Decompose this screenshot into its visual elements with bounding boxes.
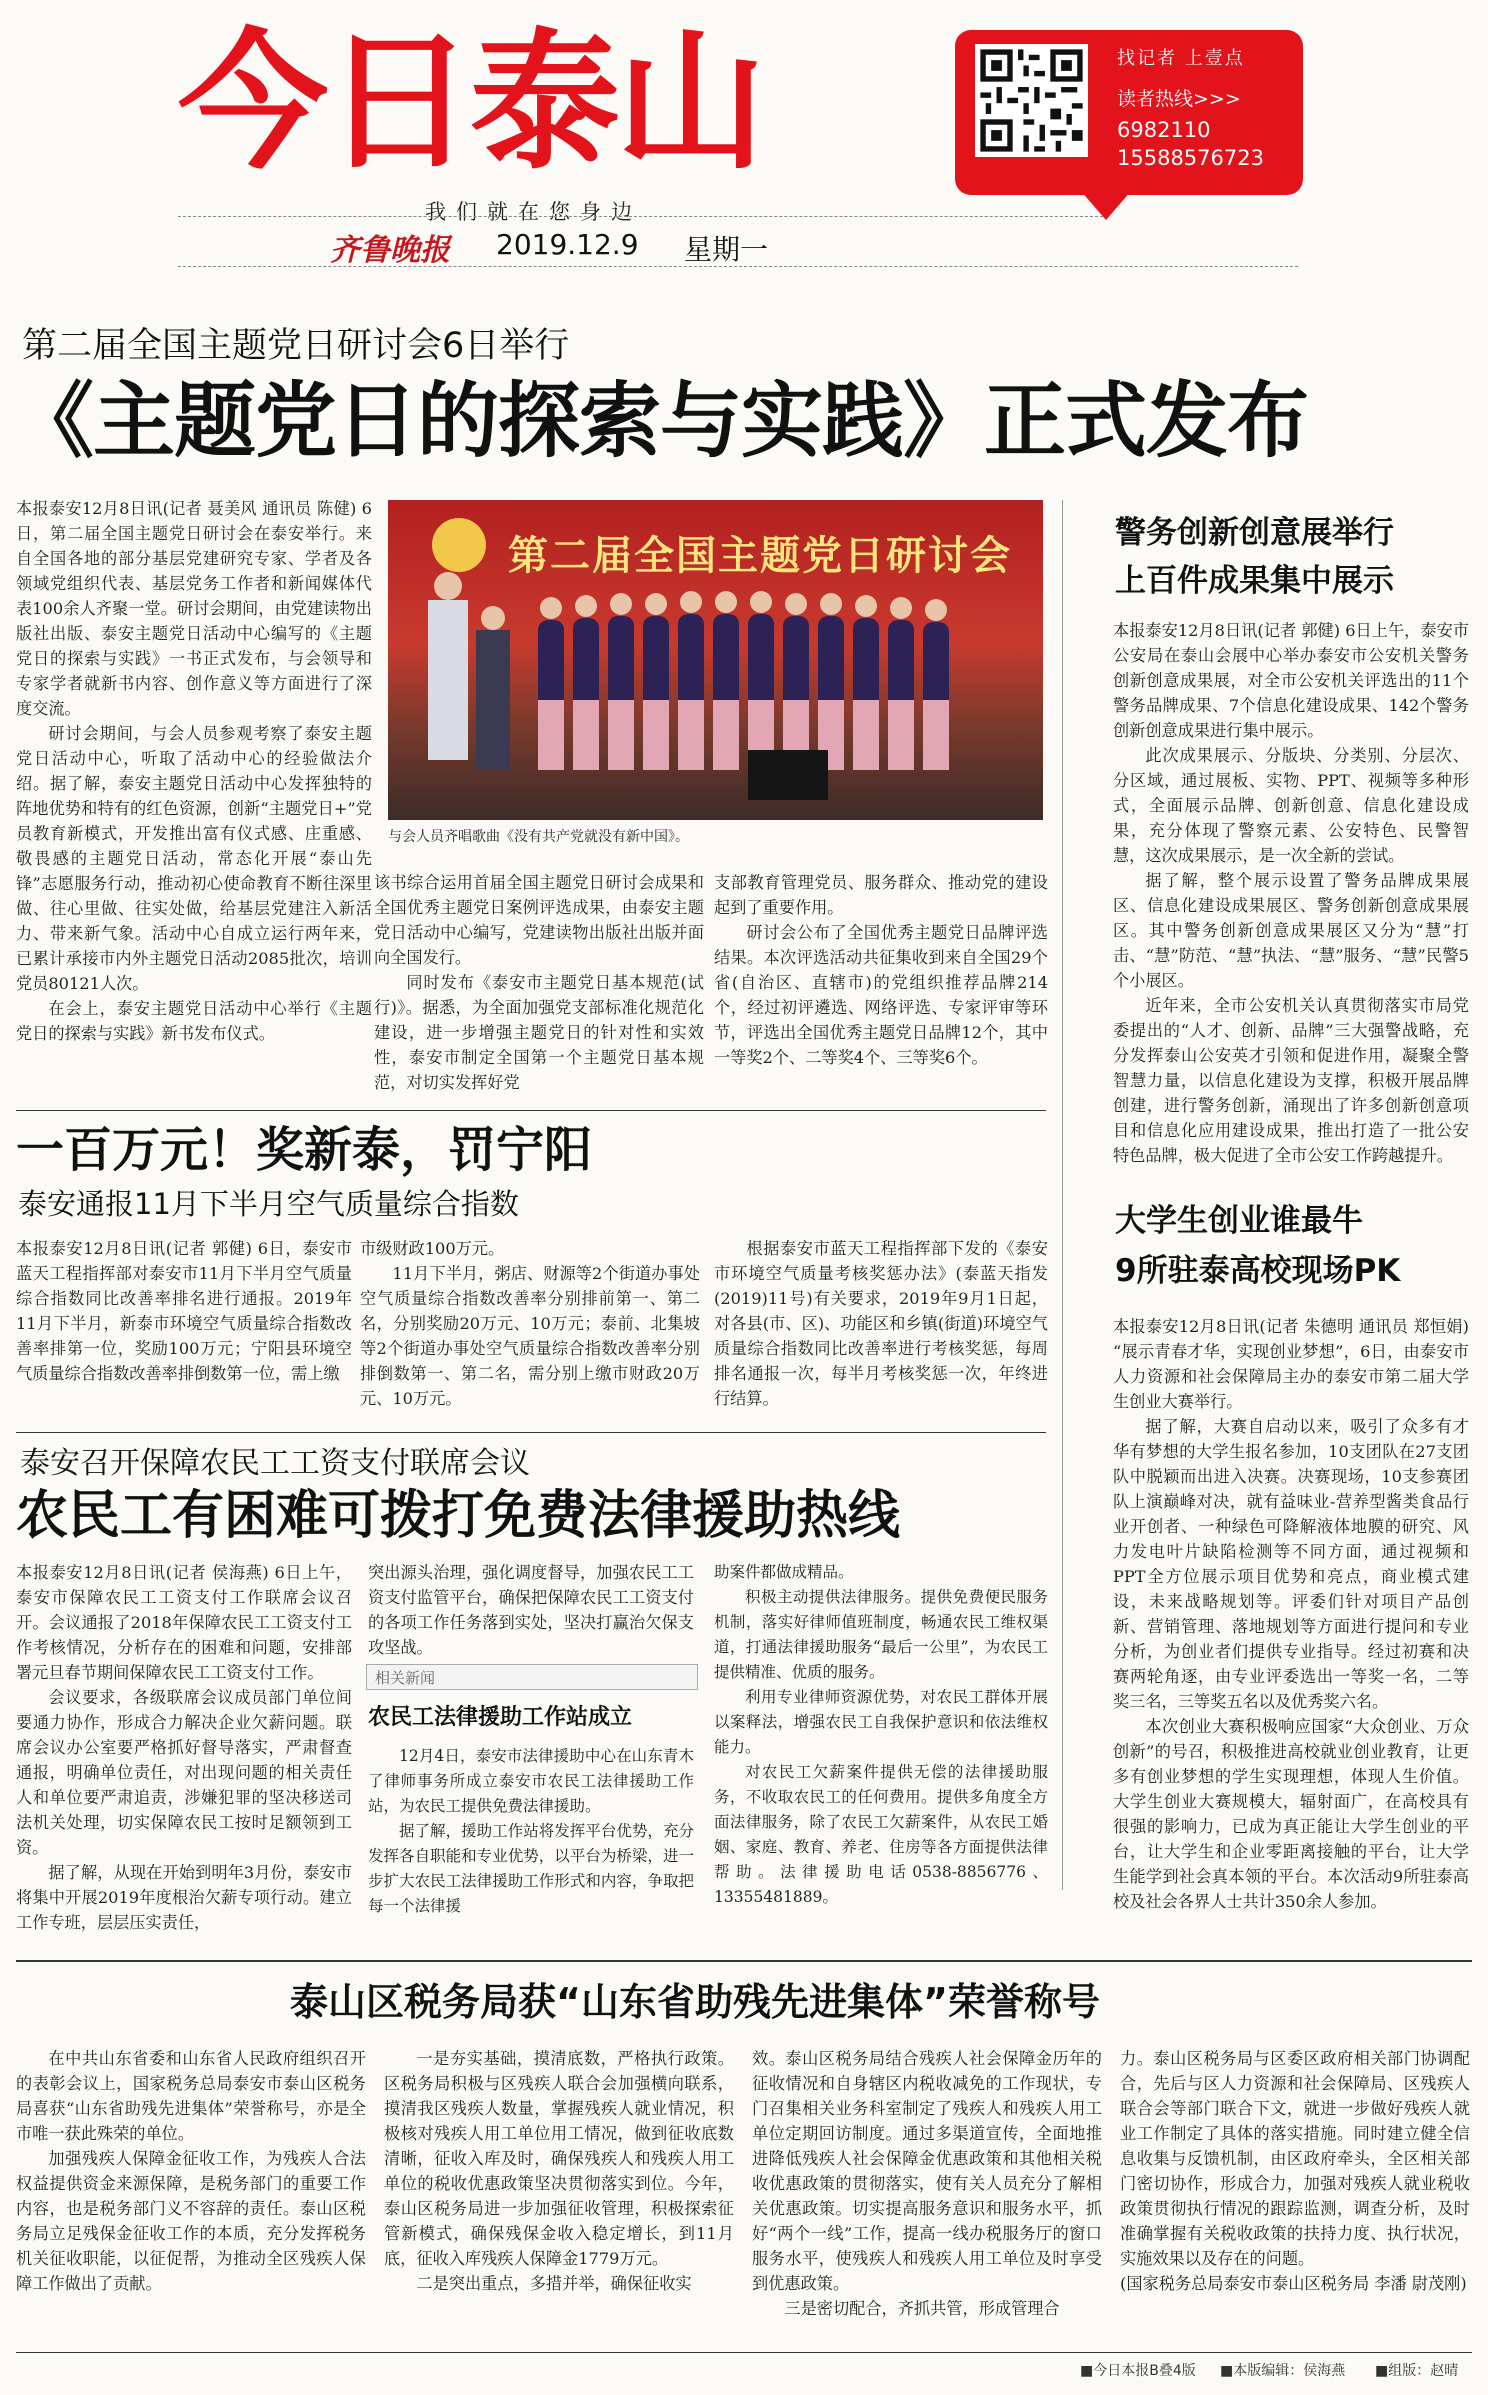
air-col3-para: 根据泰安市蓝天工程指挥部下发的《泰安市环境空气质量考核奖惩办法》(泰蓝天指发(2019)11号)有关要求，2019年9月1日起，对各县(市、区)、功能区和乡镇(街道)环境空气质量综合指数同比改善率进行考核奖惩，每周排名通报一次，每半月考核奖惩一次，年终进行结算。: [714, 1239, 1048, 1408]
air-col1-para: 本报泰安12月8日讯(记者 郭健) 6日，泰安市蓝天工程指挥部对泰安市11月下半月空气质量综合指数同比改善率排名进行通报。2019年11月下半月，新泰市环境空气质量综合指数改善率排第一位，奖励100万元；宁阳县环境空气质量综合指数改善率排倒数第一位，需上缴: [16, 1239, 352, 1383]
related-para: 助案件都做成精品。: [714, 1563, 854, 1581]
photo-banner-text: 第二届全国主题党日研讨会: [508, 533, 1012, 579]
police-headline-1: 警务创新创意展举行: [1115, 515, 1394, 551]
partner-logo: 齐鲁晚报: [330, 233, 450, 268]
startup-headline-1: 大学生创业谁最牛: [1115, 1203, 1363, 1239]
lead-col3-para: 支部教育管理党员、服务群众、推动党的建设起到了重要作用。: [714, 873, 1048, 917]
police-para: 据了解，整个展示设置了警务品牌成果展区、信息化建设成果展区、警务创新创意成果展区。其中警务创新创意成果展区又分为“慧”打击、“慧”防范、“慧”执法、“慧”服务、“慧”民警5个小展区。: [1113, 871, 1469, 990]
tax-col-4: [1120, 2046, 1470, 2296]
police-headline-2: 上百件成果集中展示: [1115, 563, 1394, 599]
hotline-label: 找记者 上壹点: [1117, 48, 1245, 69]
footer-editor: ■本版编辑：侯海燕: [1220, 2363, 1346, 2379]
lead-photo: [388, 500, 1043, 820]
tax-para: 三是密切配合，齐抓共管，形成管理合: [784, 2299, 1060, 2318]
hotline-reader-label: 读者热线>>>: [1117, 88, 1241, 110]
related-para: 据了解，援助工作站将发挥平台优势，充分发挥各自职能和专业优势，以平台为桥梁，进一步扩大农民工法律援助工作形式和内容，争取把每一个法律援: [368, 1822, 694, 1915]
lead-kicker: 第二届全国主题党日研讨会6日举行: [22, 326, 570, 366]
tax-para: 二是突出重点，多措并举，确保征收实: [416, 2274, 692, 2293]
masthead-tagline: 我们就在您身边: [425, 200, 642, 224]
lead-col2-para: 该书综合运用首届全国主题党日研讨会成果和全国优秀主题党日案例评选成果，由泰安主题党日活动中心编写，党建读物出版社出版并面向全国发行。: [374, 873, 704, 967]
wage-col1-para: 会议要求，各级联席会议成员部门单位间要通力协作，形成合力解决企业欠薪问题。联席会议办公室要严格抓好督导落实，严肃督查通报，明确单位责任，对出现问题的相关责任人和单位要严肃追责，涉嫌犯罪的坚决移送司法机关处理，切实保障农民工按时足额领到工资。: [16, 1688, 352, 1857]
wage-headline: 农民工有困难可拨打免费法律援助热线: [16, 1486, 901, 1546]
tax-para: 在中共山东省委和山东省人民政府组织召开的表彰会议上，国家税务总局泰安市泰山区税务局喜获“山东省助残先进集体”荣誉称号，亦是全市唯一获此殊荣的单位。: [16, 2049, 366, 2143]
air-col-3: [714, 1236, 1048, 1411]
related-col-1: [368, 1744, 694, 1919]
hotline-phone-1: 6982110: [1117, 118, 1211, 142]
tax-credit: (国家税务总局泰安市泰山区税务局 李潘 尉茂刚): [1120, 2274, 1467, 2293]
related-news-label: 相关新闻: [375, 1669, 436, 1687]
police-para: 本报泰安12月8日讯(记者 郭健) 6日上午，泰安市公安局在泰山会展中心举办泰安市公安机关警务创新创意成果展，对全市公安机关评选出的11个警务品牌成果、7个信息化建设成果、142个警务创新创意成果进行集中展示。: [1113, 621, 1469, 740]
hotline-box-tail: [1080, 190, 1132, 220]
police-para: 此次成果展示、分版块、分类别、分层次、分区域，通过展板、实物、PPT、视频等多种形式，全面展示品牌、创新创意、信息化建设成果，充分体现了警察元素、公安特色、民警智慧，这次成果展示，是一次全新的尝试。: [1113, 746, 1469, 865]
section-divider: [16, 1432, 1046, 1433]
startup-headline-2: 9所驻泰高校现场PK: [1115, 1253, 1401, 1289]
qr-code-icon: [975, 44, 1088, 157]
related-para: 积极主动提供法律服务。提供免费便民服务机制，落实好律师值班制度，畅通农民工维权渠道，打通法律援助服务“最后一公里”，为农民工提供精准、优质的服务。: [714, 1588, 1048, 1681]
startup-para: 本次创业大赛积极响应国家“大众创业、万众创新”的号召，积极推进高校就业创业教育，让更多有创业梦想的学生实现理想，体现人生价值。大学生创业大赛规模大，辐射面广，在高校具有很强的影响力，已成为真正能让大学生创业的平台，让大学生和企业零距离接触的平台，让大学生能学到社会真本领的平台。本次活动9所驻泰高校及社会各界人士共计350余人参加。: [1113, 1717, 1469, 1911]
lead-col2-para: 同时发布《泰安市主题党日基本规范(试行)》。据悉，为全面加强党支部标准化规范化建设，进一步增强主题党日的针对性和实效性，泰安市制定全国第一个主题党日基本规范，对切实发挥好党: [374, 973, 704, 1092]
tax-col-2: [384, 2046, 734, 2296]
lead-col-1: [16, 496, 372, 1046]
footer-rule: [16, 2352, 1472, 2353]
lead-col-2: [374, 870, 704, 1095]
startup-body: [1113, 1314, 1469, 1914]
footer-pages: ■今日本报B叠4版: [1080, 2363, 1196, 2379]
tax-para: 效。泰山区税务局结合残疾人社会保障金历年的征收情况和自身辖区内税收减免的工作现状，专门召集相关业务科室制定了残疾人和残疾人用工单位定期回访制度。通过多渠道宣传，全面地推进降低残疾人社会保障金优惠政策和其他相关税收优惠政策的贯彻落实，使有关人员充分了解相关优惠政策。切实提高服务意识和服务水平，抓好“两个一线”工作，提高一线办税服务厅的窗口服务水平，使残疾人和残疾人用工单位及时享受到优惠政策。: [752, 2049, 1102, 2293]
section-divider: [16, 1960, 1472, 1962]
related-news-label-box: [366, 1664, 698, 1690]
air-col2-para: 11月下半月，粥店、财源等2个街道办事处空气质量综合指数改善率分别排前第一、第二名，分别奖励20万元、10万元；泰前、北集坡等2个街道办事处空气质量综合指数改善率分别排倒数第一、第二名，需分别上缴市财政20万元、10万元。: [360, 1264, 700, 1408]
startup-para: 本报泰安12月8日讯(记者 朱德明 通讯员 郑恒娟) “展示青春才华，实现创业梦想”，6日，由泰安市人力资源和社会保障局主办的泰安市第二届大学生创业大赛举行。: [1113, 1317, 1469, 1411]
air-col2-para: 市级财政100万元。: [360, 1239, 505, 1258]
issue-weekday: 星期一: [684, 233, 769, 266]
lead-col1-para: 研讨会期间，与会人员参观考察了泰安主题党日活动中心，听取了活动中心的经验做法介绍。据了解，泰安主题党日活动中心发挥独特的阵地优势和特有的红色资源，创新“主题党日+”党员教育新模式，开发推出富有仪式感、庄重感、敬畏感的主题党日活动，常态化开展“泰山先锋”志愿服务行动，推动初心使命教育不断往深里做、往心里做、往实处做，给基层党建注入新活力、带来新气象。活动中心自成立运行两年来，已累计承接市内外主题党日活动2085批次，培训党员80121人次。: [16, 724, 372, 993]
police-body: [1113, 618, 1469, 1168]
wage-col1-para: 本报泰安12月8日讯(记者 侯海燕) 6日上午，泰安市保障农民工工资支付工作联席会议召开。会议通报了2018年保障农民工工资支付工作考核情况，分析存在的困难和问题，安排部署元旦春节期间保障农民工工资支付工作。: [16, 1563, 352, 1682]
lead-headline: 《主题党日的探索与实践》正式发布: [12, 374, 1309, 469]
related-para: 对农民工欠薪案件提供无偿的法律援助服务，不收取农民工的任何费用。提供多角度全方面法律服务，除了农民工欠薪案件，从农民工婚姻、家庭、教育、养老、住房等各方面提供法律帮助。法律援助电话0538-8856776、13355481889。: [714, 1763, 1048, 1906]
related-col-2: [714, 1560, 1048, 1910]
related-news-headline: 农民工法律援助工作站成立: [368, 1705, 633, 1730]
column-divider: [1062, 500, 1063, 1890]
tax-para: 力。泰山区税务局与区委区政府相关部门协调配合，先后与区人力资源和社会保障局、区残疾人联合会等部门联合下文，就进一步做好残疾人就业工作制定了具体的落实措施。同时建立健全信息收集与反馈机制，由区政府牵头，全区相关部门密切协作，形成合力，加强对残疾人就业税收政策贯彻执行情况的跟踪监测，调查分析，及时准确掌握有关税收政策的扶持力度、执行状况，实施效果以及存在的问题。: [1120, 2049, 1470, 2268]
wage-col2-para: 突出源头治理，强化调度督导，加强农民工工资支付监管平台，确保把保障农民工工资支付的各项工作任务落到实处，坚决打赢治欠保支攻坚战。: [368, 1563, 694, 1657]
tax-col-3: [752, 2046, 1102, 2321]
footer-designer: ■组版：赵晴: [1375, 2363, 1459, 2379]
wage-col-2: [368, 1560, 694, 1660]
lead-col1-para: 本报泰安12月8日讯(记者 聂美风 通讯员 陈健) 6日，第二届全国主题党日研讨会在泰安举行。来自全国各地的部分基层党建研究专家、学者及各领域党组织代表、基层党务工作者和新闻媒体代表100余人齐聚一堂。研讨会期间，由党建读物出版社出版、泰安主题党日活动中心编写的《主题党日的探索与实践》一书正式发布，与会领导和专家学者就新书内容、创作意义等方面进行了深度交流。: [16, 499, 372, 718]
issue-date: 2019.12.9: [496, 228, 639, 261]
tax-col-1: [16, 2046, 366, 2296]
air-col-1: [16, 1236, 352, 1386]
footer-pages-text: 今日本报B叠4版: [1093, 2363, 1196, 2379]
footer-designer-text: 组版：赵晴: [1388, 2363, 1459, 2379]
wage-col-1: [16, 1560, 352, 1935]
lead-col1-para: 在会上，泰安主题党日活动中心举行《主题党日的探索与实践》新书发布仪式。: [16, 999, 372, 1043]
footer-editor-text: 本版编辑：侯海燕: [1233, 2363, 1346, 2379]
lead-col-3: [714, 870, 1048, 1070]
air-col-2: [360, 1236, 700, 1411]
lead-col3-para: 研讨会公布了全国优秀主题党日品牌评选结果。本次评选活动共征集收到来自全国29个省(自治区、直辖市)的党组织推荐品牌214个，经过初评遴选、网络评选、专家评审等环节，评选出全国优秀主题党日品牌12个，其中一等奖2个、二等奖4个、三等奖6个。: [714, 923, 1048, 1067]
masthead-logo: 今日泰山: [178, 16, 763, 190]
section-divider: [16, 1110, 1046, 1111]
wage-col1-para: 据了解，从现在开始到明年3月份，泰安市将集中开展2019年度根治欠薪专项行动。建立工作专班，层层压实责任，: [16, 1863, 352, 1932]
air-headline: 一百万元！奖新泰，罚宁阳: [16, 1122, 593, 1178]
hotline-phone-2: 15588576723: [1117, 146, 1264, 170]
tax-headline: 泰山区税务局获“山东省助残先进集体”荣誉称号: [290, 1980, 1100, 2024]
related-para: 利用专业律师资源优势，对农民工群体开展以案释法，增强农民工自我保护意识和依法维权能力。: [714, 1688, 1048, 1756]
wage-kicker: 泰安召开保障农民工工资支付联席会议: [20, 1446, 530, 1481]
choir-figures: [388, 500, 1043, 820]
startup-para: 据了解，大赛自启动以来，吸引了众多有才华有梦想的大学生报名参加，10支团队在27支团队中脱颖而出进入决赛。决赛现场，10支参赛团队上演巅峰对决，就有益味业-营养型酱类食品行业开创者、一种绿色可降解液体地膜的研究、风力发电叶片缺陷检测等不同方面，通过视频和PPT全方位展示项目优势和亮点，商业模式建设，未来战略规划等。评委们针对项目产品创新、营销管理、落地规划等方面进行提问和专业分析，为创业者们提供专业指导。经过初赛和决赛两轮角逐，由专业评委选出一等奖一名，二等奖三名，三等奖五名以及优秀奖六名。: [1113, 1417, 1469, 1711]
police-para: 近年来，全市公安机关认真贯彻落实市局党委提出的“人才、创新、品牌”三大强警战略，充分发挥泰山公安英才引领和促进作用，凝聚全警智慧力量，以信息化建设为支撑，积极开展品牌创建，进行警务创新，涌现出了许多创新创意项目和信息化应用建设成果，推出打造了一批公安特色品牌，极大促进了全市公安工作跨越提升。: [1113, 996, 1469, 1165]
lead-photo-caption: 与会人员齐唱歌曲《没有共产党就没有新中国》。: [388, 829, 689, 845]
tax-para: 加强残疾人保障金征收工作，为残疾人合法权益提供资金来源保障，是税务部门的重要工作内容，也是税务部门义不容辞的责任。泰山区税务局立足残保金征收工作的本质，充分发挥税务机关征收职能，以征促帮，为推动全区残疾人保障工作做出了贡献。: [16, 2149, 366, 2293]
tax-para: 一是夯实基础，摸清底数，严格执行政策。区税务局积极与区残疾人联合会加强横向联系，摸清我区残疾人数量，掌握残疾人就业情况，积极核对残疾人用工单位用工情况，做到征收底数清晰，征收入库及时，确保残疾人和残疾人用工单位的税收优惠政策坚决贯彻落实到位。今年，泰山区税务局进一步加强征收管理，积极探索征管新模式，确保残保金收入稳定增长，到11月底，征收入库残疾人保障金1779万元。: [384, 2049, 734, 2268]
air-subheadline: 泰安通报11月下半月空气质量综合指数: [18, 1187, 519, 1221]
related-para: 12月4日，泰安市法律援助中心在山东青木了律师事务所成立泰安市农民工法律援助工作站，为农民工提供免费法律援助。: [368, 1747, 694, 1815]
